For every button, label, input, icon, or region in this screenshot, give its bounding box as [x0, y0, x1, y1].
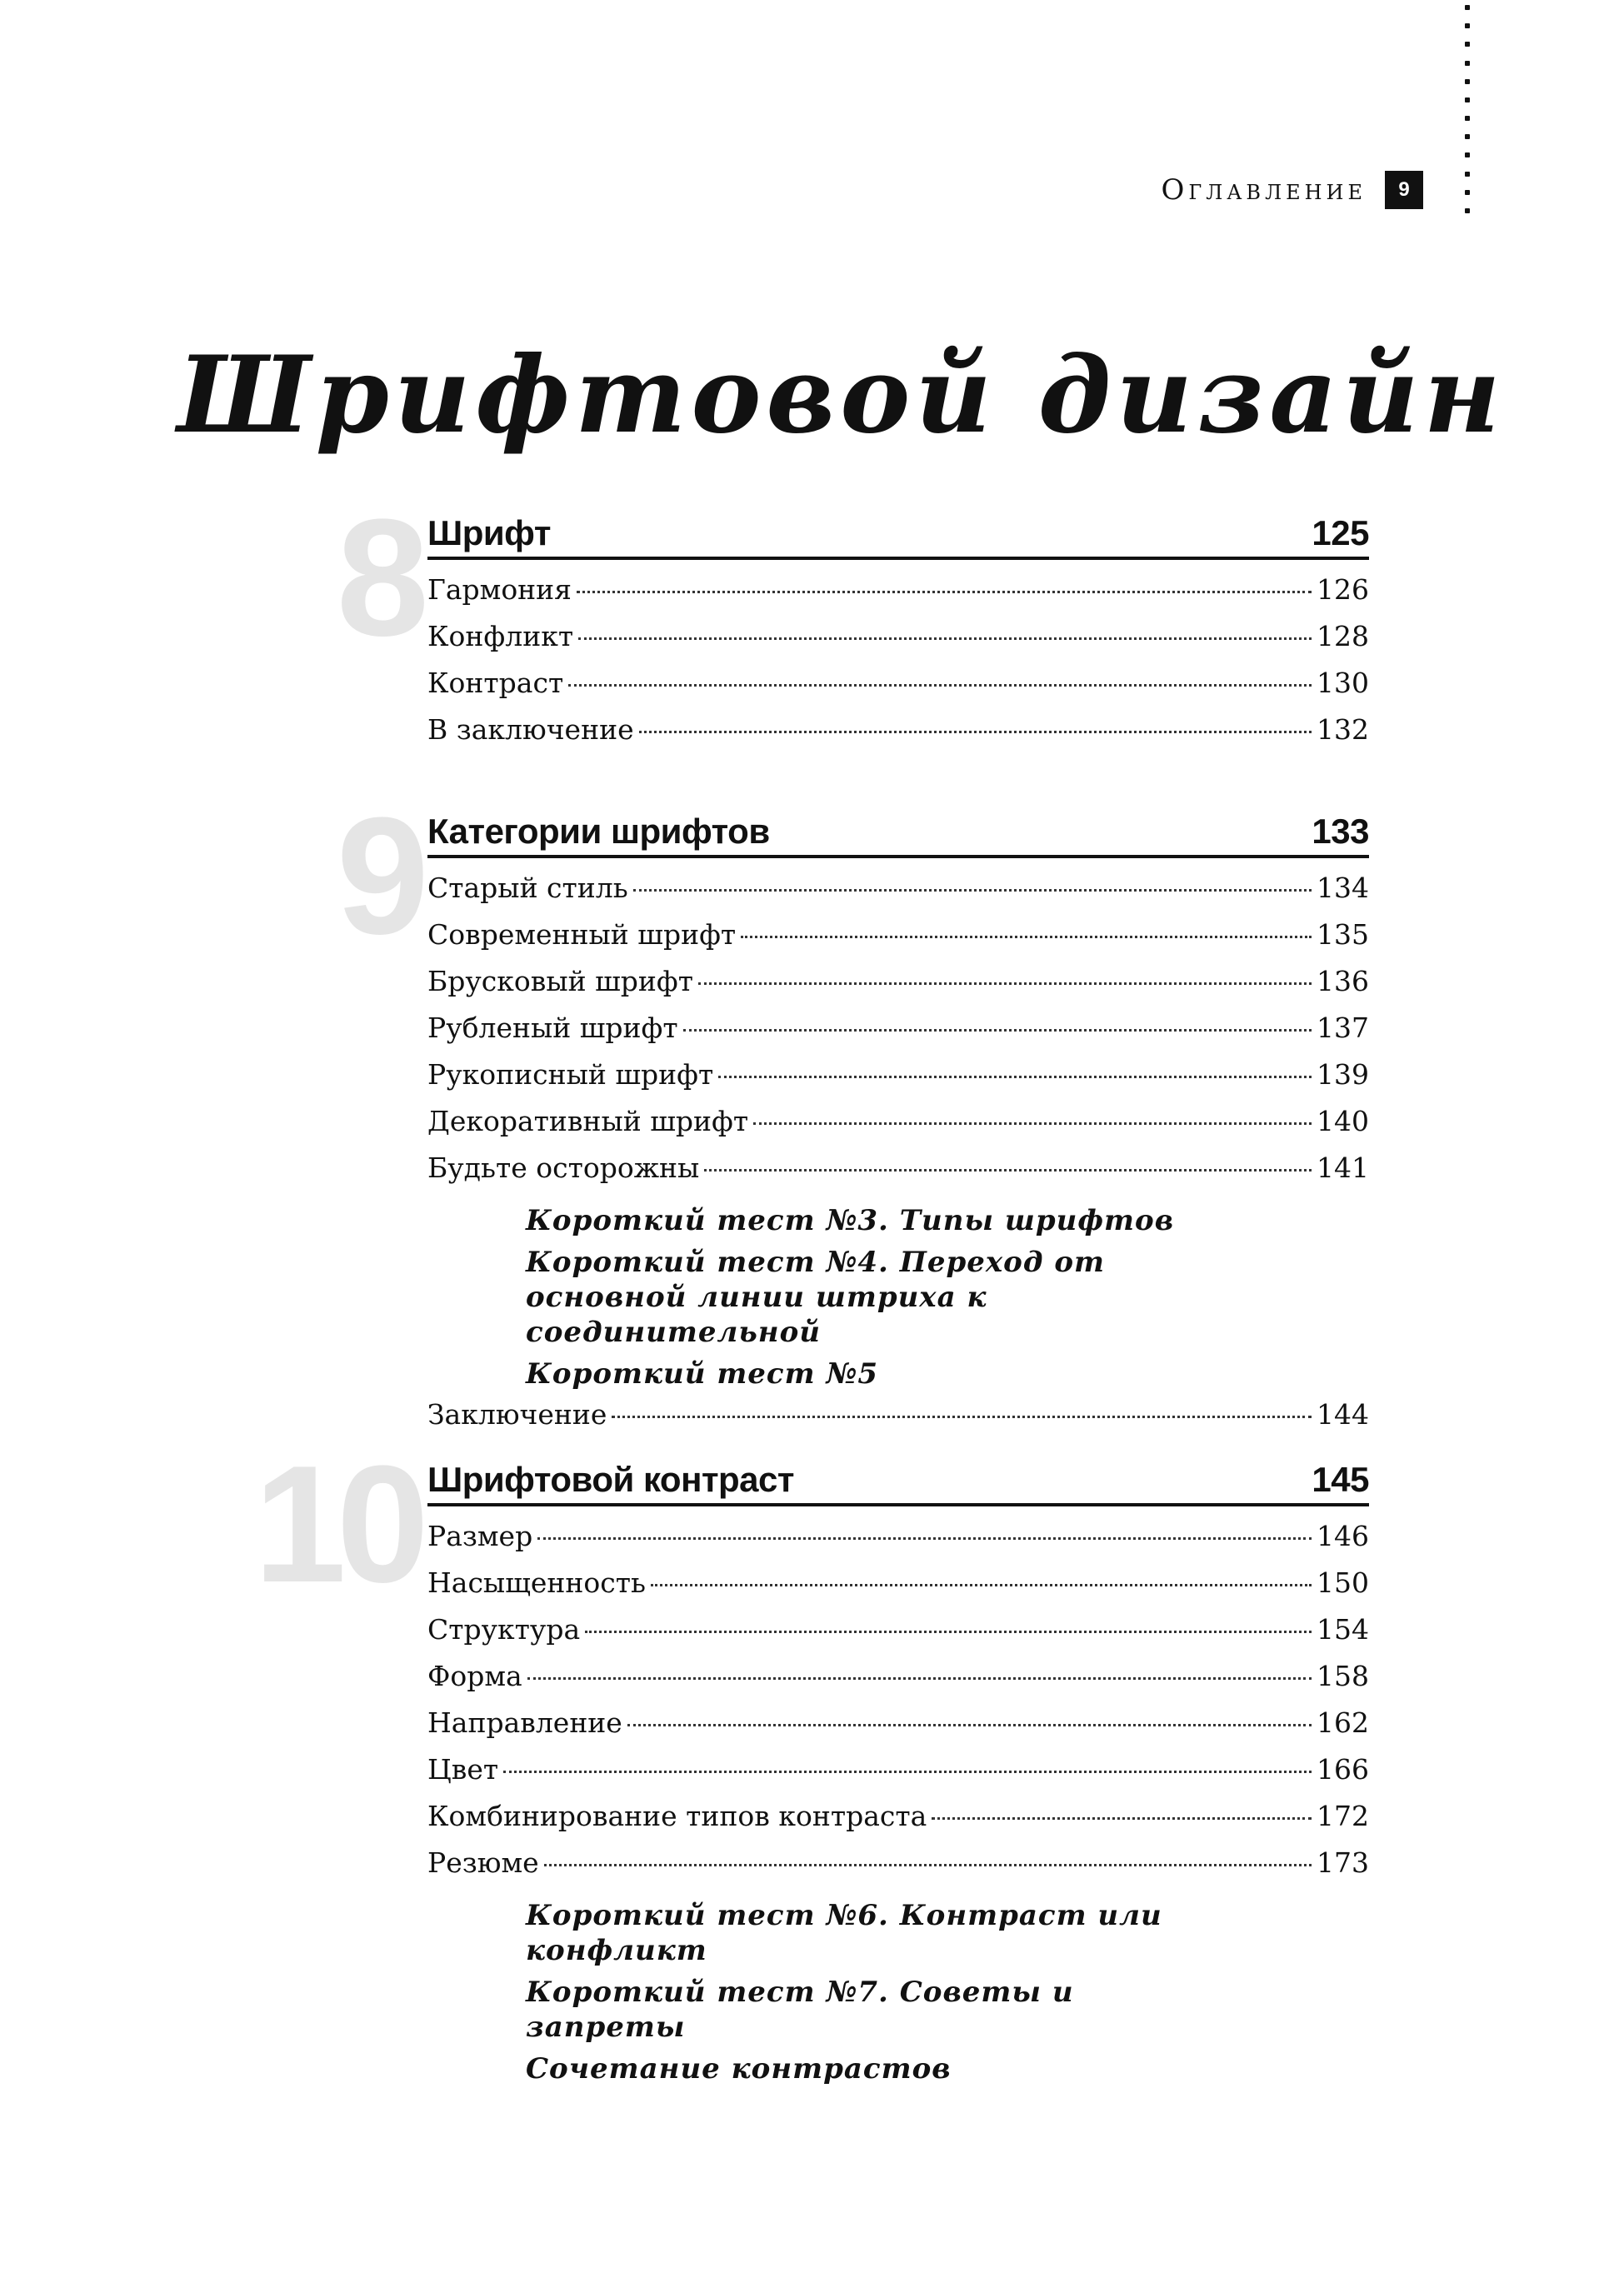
entry-label: Брусковый шрифт	[427, 965, 693, 997]
dot-leader	[577, 591, 1312, 593]
toc-entry[interactable]	[427, 620, 1369, 667]
entry-page: 140	[1317, 1105, 1369, 1137]
toc-entry[interactable]	[427, 1660, 1369, 1706]
entry-label: Конфликт	[427, 620, 574, 652]
chapter-heading[interactable]	[427, 802, 1369, 858]
entry-page: 150	[1317, 1566, 1369, 1599]
toc-entry[interactable]	[427, 965, 1369, 1012]
chapter-heading[interactable]	[427, 503, 1369, 560]
dot-leader	[627, 1724, 1312, 1726]
entry-label: Гармония	[427, 573, 572, 606]
running-header	[1161, 171, 1423, 209]
entry-page: 132	[1317, 713, 1369, 746]
chapter-page: 145	[1312, 1460, 1369, 1499]
chapter-heading[interactable]	[427, 1450, 1369, 1506]
entry-page: 144	[1317, 1398, 1369, 1431]
chapter-number: 9	[336, 783, 419, 969]
entry-page: 128	[1317, 620, 1369, 652]
dot-leader	[612, 1416, 1312, 1418]
chapter-title: Шрифтовой контраст	[427, 1460, 794, 1499]
entry-page: 173	[1317, 1846, 1369, 1879]
entry-label: Резюме	[427, 1846, 539, 1879]
entry-label: Насыщенность	[427, 1566, 646, 1599]
toc-entry[interactable]	[427, 1151, 1369, 1198]
dot-leader	[503, 1771, 1312, 1773]
dot-leader	[585, 1631, 1312, 1633]
chapter-page: 125	[1312, 513, 1369, 552]
entry-label: Размер	[427, 1520, 533, 1552]
entry-page: 135	[1317, 918, 1369, 951]
toc-entry[interactable]	[427, 1012, 1369, 1058]
dot-leader	[718, 1076, 1312, 1078]
entry-page: 126	[1317, 573, 1369, 606]
toc-entry[interactable]	[427, 1566, 1369, 1613]
entry-label: Будьте осторожны	[427, 1151, 700, 1184]
toc-subentry[interactable]: Сочетание контрастов	[526, 2052, 952, 2086]
entry-label: Рукописный шрифт	[427, 1058, 714, 1091]
chapter-9	[336, 783, 1369, 1445]
toc-entry[interactable]	[427, 1753, 1369, 1800]
toc-entry[interactable]	[427, 1058, 1369, 1105]
dot-leader	[544, 1864, 1312, 1866]
dot-leader	[741, 936, 1312, 938]
toc-entry[interactable]	[427, 872, 1369, 918]
entry-page: 130	[1317, 667, 1369, 699]
toc-subentry[interactable]: Короткий тест №5	[526, 1357, 879, 1391]
dot-leader	[568, 684, 1312, 687]
toc-entry[interactable]	[427, 918, 1369, 965]
entry-page: 141	[1317, 1151, 1369, 1184]
entry-page: 139	[1317, 1058, 1369, 1091]
chapter-number: 10	[253, 1431, 419, 1617]
toc-subentry[interactable]: Короткий тест №6. Контраст или конфликт	[526, 1899, 1162, 1967]
toc-entry[interactable]	[427, 573, 1369, 620]
toc-entries	[427, 573, 1369, 760]
dot-leader	[683, 1029, 1312, 1032]
chapter-8	[336, 485, 1369, 760]
toc-entry[interactable]	[427, 1398, 1369, 1445]
entry-page: 136	[1317, 965, 1369, 997]
entry-label: Форма	[427, 1660, 522, 1692]
toc-subentry[interactable]: Короткий тест №3. Типы шрифтов	[526, 1204, 1175, 1237]
dot-leader	[578, 637, 1312, 640]
entry-label: Структура	[427, 1613, 581, 1646]
chapter-title: Шрифт	[427, 513, 551, 552]
dot-leader	[753, 1122, 1312, 1125]
toc-entry[interactable]	[427, 1105, 1369, 1151]
entry-page: 162	[1317, 1706, 1369, 1739]
dot-leader	[651, 1584, 1312, 1586]
entry-page: 166	[1317, 1753, 1369, 1786]
toc-entry[interactable]	[427, 1846, 1369, 1893]
toc-subentry[interactable]: Короткий тест №7. Советы и запреты	[526, 1976, 1074, 2044]
entry-label: Цвет	[427, 1753, 499, 1786]
entry-label: Рубленый шрифт	[427, 1012, 678, 1044]
toc-entry[interactable]	[427, 1613, 1369, 1660]
entry-page: 137	[1317, 1012, 1369, 1044]
dot-leader	[932, 1817, 1312, 1820]
toc-entries	[427, 872, 1369, 1445]
entry-page: 158	[1317, 1660, 1369, 1692]
entry-page: 172	[1317, 1800, 1369, 1832]
dot-leader	[537, 1537, 1312, 1540]
toc-entry[interactable]	[427, 1800, 1369, 1846]
entry-label: Старый стиль	[427, 872, 628, 904]
part-title: Шрифтовой дизайн	[177, 333, 1506, 457]
entry-label: Комбинирование типов контраста	[427, 1800, 927, 1832]
running-title: Оглавление	[1161, 173, 1367, 207]
entry-label: Декоративный шрифт	[427, 1105, 749, 1137]
dot-leader	[704, 1169, 1312, 1171]
dot-leader	[698, 982, 1312, 985]
chapter-number: 8	[336, 485, 419, 671]
toc-entry[interactable]	[427, 1706, 1369, 1753]
chapter-page: 133	[1312, 812, 1369, 851]
dot-leader	[633, 889, 1312, 892]
entry-page: 146	[1317, 1520, 1369, 1552]
dot-leader	[639, 731, 1312, 733]
entry-label: Направление	[427, 1706, 622, 1739]
toc-entry[interactable]	[427, 713, 1369, 760]
entry-page: 154	[1317, 1613, 1369, 1646]
toc-entry[interactable]	[427, 667, 1369, 713]
chapter-title: Категории шрифтов	[427, 812, 770, 851]
page-number-badge: 9	[1385, 171, 1423, 209]
toc-subentry[interactable]: Короткий тест №4. Переход от основной линии штриха к соединительной	[526, 1246, 1105, 1349]
dot-leader	[527, 1677, 1312, 1680]
entry-label: Современный шрифт	[427, 918, 737, 951]
entry-label: В заключение	[427, 713, 634, 746]
decorative-dots	[1465, 0, 1473, 213]
toc-entries	[427, 1520, 1369, 2086]
entry-label: Контраст	[427, 667, 564, 699]
chapter-10	[253, 1431, 1369, 2093]
toc-entry[interactable]	[427, 1520, 1369, 1566]
entry-page: 134	[1317, 872, 1369, 904]
entry-label: Заключение	[427, 1398, 607, 1431]
